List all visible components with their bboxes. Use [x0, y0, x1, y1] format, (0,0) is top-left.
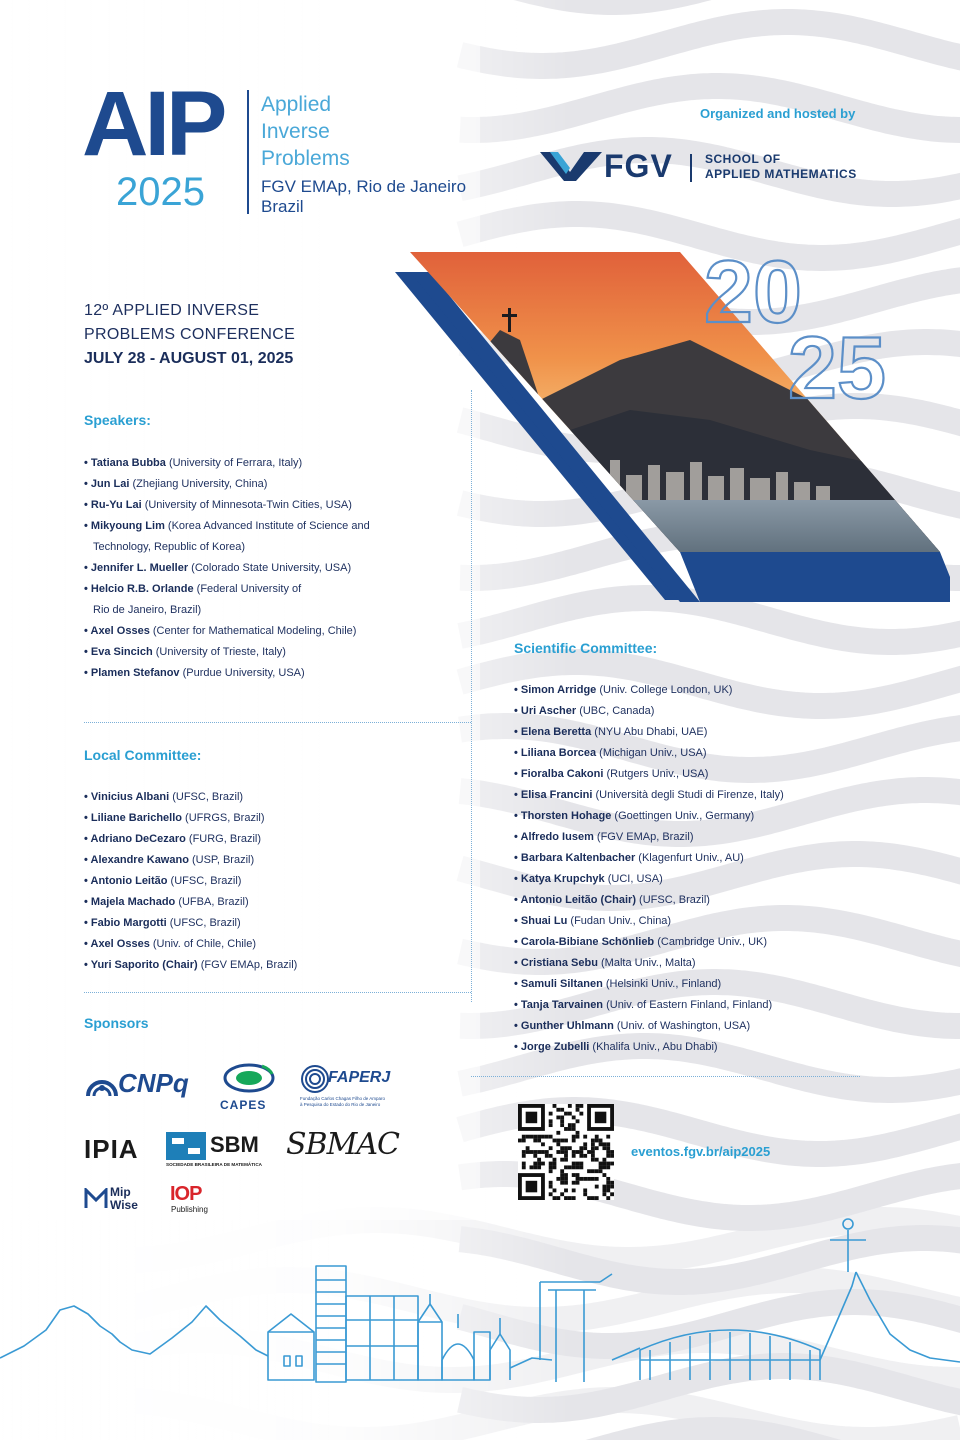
- list-item: [514, 995, 784, 1016]
- person-affiliation: (Goettingen Univ., Germany): [611, 810, 755, 822]
- sbm-subtitle: SOCIEDADE BRASILEIRA DE MATEMÁTICA: [166, 1162, 262, 1167]
- list-item: [84, 913, 297, 934]
- logo-line-problems: Problems: [261, 147, 350, 170]
- logo-acronym: AIP: [82, 73, 224, 175]
- list-item: [514, 869, 784, 890]
- speakers-list: [84, 453, 370, 684]
- person-name: • Adriano DeCezaro: [84, 833, 186, 845]
- person-name: • Yuri Saporito (Chair): [84, 959, 198, 971]
- list-item: [514, 953, 784, 974]
- list-item: [514, 932, 784, 953]
- cnpq-emblem-icon: [84, 1066, 120, 1100]
- list-item: [514, 1016, 784, 1037]
- person-name: • Axel Osses: [84, 938, 150, 950]
- fgv-school-line1: SCHOOL OF: [705, 152, 781, 166]
- person-name: • Uri Ascher: [514, 705, 577, 717]
- conference-dates: JULY 28 - AUGUST 01, 2025: [84, 350, 294, 367]
- sbmac-logo: SBMAC: [286, 1127, 399, 1162]
- fgv-school-line2: APPLIED MATHEMATICS: [705, 167, 857, 181]
- list-item: [84, 808, 297, 829]
- person-affiliation: (Helsinki Univ., Finland): [602, 978, 722, 990]
- person-affiliation: (University of Ferrara, Italy): [165, 457, 303, 469]
- person-affiliation: (Purdue University, USA): [179, 667, 305, 679]
- capes-logo: [216, 1060, 280, 1114]
- person-affiliation: (Center for Mathematical Modeling, Chile): [149, 625, 357, 637]
- separator-speakers-local: [84, 722, 471, 723]
- person-affiliation: (UFBA, Brazil): [175, 896, 249, 908]
- list-item: [514, 743, 784, 764]
- person-name: • Tatiana Bubba: [84, 457, 166, 469]
- person-affiliation: (Korea Advanced Institute of Science and: [164, 520, 370, 532]
- person-affiliation: (FURG, Brazil): [185, 833, 262, 845]
- person-affiliation: (Univ. of Washington, USA): [613, 1020, 751, 1032]
- person-name: • Katya Krupchyk: [514, 873, 605, 885]
- local-committee-heading: Local Committee:: [84, 747, 202, 763]
- list-item: [514, 806, 784, 827]
- rio-skyline-illustration: [0, 1210, 960, 1410]
- scientific-committee-list: [514, 680, 784, 1058]
- logo-location-country: Brazil: [261, 197, 304, 216]
- mipwise-wordmark-2: Wise: [110, 1198, 138, 1212]
- list-item: [84, 558, 370, 579]
- local-committee-list: [84, 787, 297, 976]
- speakers-heading: Speakers:: [84, 412, 151, 428]
- person-name: • Fioralba Cakoni: [514, 768, 604, 780]
- sbm-emblem-icon: [166, 1132, 206, 1160]
- list-item: [514, 1037, 784, 1058]
- list-item: [514, 827, 784, 848]
- big-year-outline: [700, 250, 940, 420]
- conference-title-line1: 12º APPLIED INVERSE: [84, 302, 260, 319]
- logo-line-inverse: Inverse: [261, 120, 330, 143]
- person-name: • Shuai Lu: [514, 915, 568, 927]
- organizer-label: Organized and hosted by: [700, 106, 856, 121]
- person-affiliation: (UFSC, Brazil): [169, 791, 244, 803]
- person-affiliation: (Fudan Univ., China): [567, 915, 672, 927]
- person-affiliation: (FGV EMAp, Brazil): [197, 959, 298, 971]
- person-affiliation: (University of Trieste, Italy): [152, 646, 286, 658]
- cnpq-wordmark: CNPq: [118, 1068, 189, 1098]
- person-affiliation: (Michigan Univ., USA): [596, 747, 707, 759]
- person-name: • Antonio Leitão (Chair): [514, 894, 636, 906]
- svg-text:25: 25: [788, 318, 886, 417]
- person-name: • Elena Beretta: [514, 726, 592, 738]
- mipwise-wordmark-1: Mip: [110, 1185, 131, 1199]
- person-affiliation: (Federal University of: [193, 583, 302, 595]
- person-name: • Carola-Bibiane Schönlieb: [514, 936, 655, 948]
- list-item: [84, 516, 370, 537]
- person-name: • Alexandre Kawano: [84, 854, 189, 866]
- list-item: [514, 680, 784, 701]
- person-name: • Liliane Barichello: [84, 812, 182, 824]
- person-affiliation: (UBC, Canada): [576, 705, 655, 717]
- logo-location-city: FGV EMAp, Rio de Janeiro: [261, 177, 467, 196]
- conference-title-line2: PROBLEMS CONFERENCE: [84, 326, 296, 343]
- person-affiliation: (University of Minnesota-Twin Cities, USA): [141, 499, 352, 511]
- list-item: [514, 974, 784, 995]
- iop-wordmark: IOP: [170, 1183, 202, 1205]
- list-item: [84, 474, 370, 495]
- list-item: [84, 892, 297, 913]
- person-affiliation: (Rutgers Univ., USA): [603, 768, 709, 780]
- list-item: [514, 701, 784, 722]
- person-affiliation: (UFSC, Brazil): [166, 917, 241, 929]
- faperj-wordmark: FAPERJ: [328, 1069, 391, 1086]
- person-name: • Fabio Margotti: [84, 917, 167, 929]
- person-name: • Antonio Leitão: [84, 875, 168, 887]
- logo-year: 2025: [116, 170, 205, 214]
- list-item: [514, 785, 784, 806]
- person-name: • Helcio R.B. Orlande: [84, 583, 194, 595]
- list-item: [514, 911, 784, 932]
- person-name: • Cristiana Sebu: [514, 957, 598, 969]
- list-item: [514, 722, 784, 743]
- list-item: [84, 829, 297, 850]
- cnpq-logo: [84, 1064, 196, 1104]
- list-item: [84, 642, 370, 663]
- faperj-subtitle-1: Fundação Carlos Chagas Filho de Amparo: [300, 1096, 386, 1101]
- qr-code[interactable]: [518, 1104, 614, 1200]
- person-name: • Mikyoung Lim: [84, 520, 165, 532]
- person-name: • Tanja Tarvainen: [514, 999, 604, 1011]
- sbm-logo: [166, 1132, 266, 1168]
- list-item: [84, 871, 297, 892]
- person-affiliation: (UCI, USA): [604, 873, 663, 885]
- person-affiliation: (Colorado State University, USA): [188, 562, 352, 574]
- sbm-wordmark: SBM: [210, 1132, 259, 1157]
- person-affiliation-continued: Rio de Janeiro, Brazil): [93, 604, 202, 616]
- person-affiliation: (USP, Brazil): [188, 854, 255, 866]
- mipwise-emblem-icon: [84, 1188, 108, 1210]
- list-item: [514, 848, 784, 869]
- person-name: • Simon Arridge: [514, 684, 597, 696]
- person-name: • Thorsten Hohage: [514, 810, 612, 822]
- list-item: [84, 621, 370, 642]
- svg-text:20: 20: [704, 250, 802, 341]
- person-name: • Vinicius Albani: [84, 791, 170, 803]
- faperj-emblem-icon: [300, 1064, 330, 1094]
- list-item: [514, 890, 784, 911]
- faperj-subtitle-2: à Pesquisa do Estado do Rio de Janeiro: [300, 1102, 381, 1107]
- person-name: • Majela Machado: [84, 896, 176, 908]
- ipia-logo: IPIA: [84, 1134, 139, 1164]
- list-item: [84, 850, 297, 871]
- person-affiliation: (FGV EMAp, Brazil): [593, 831, 694, 843]
- logo-divider: [247, 90, 249, 214]
- person-affiliation: (Univ. of Chile, Chile): [149, 938, 256, 950]
- logo-line-applied: Applied: [261, 93, 332, 116]
- faperj-logo: [300, 1064, 412, 1108]
- capes-emblem-icon: [222, 1060, 276, 1094]
- person-name: • Axel Osses: [84, 625, 150, 637]
- list-item: [84, 579, 370, 600]
- person-name: • Jorge Zubelli: [514, 1041, 590, 1053]
- fgv-logo-icon: [540, 150, 602, 182]
- list-item: [84, 787, 297, 808]
- person-name: • Elisa Francini: [514, 789, 593, 801]
- person-name: • Gunther Uhlmann: [514, 1020, 614, 1032]
- person-name: • Ru-Yu Lai: [84, 499, 142, 511]
- person-affiliation: (NYU Abu Dhabi, UAE): [591, 726, 708, 738]
- list-item: [84, 663, 370, 684]
- list-item-continuation: [84, 600, 370, 621]
- sponsors-heading: Sponsors: [84, 1015, 149, 1031]
- list-item: [84, 495, 370, 516]
- capes-wordmark: CAPES: [220, 1098, 267, 1112]
- person-name: • Liliana Borcea: [514, 747, 597, 759]
- scientific-committee-heading: Scientific Committee:: [514, 640, 658, 656]
- person-name: • Alfredo Iusem: [514, 831, 594, 843]
- list-item: [84, 955, 297, 976]
- person-affiliation: (UFSC, Brazil): [167, 875, 242, 887]
- list-item: [84, 934, 297, 955]
- person-name: • Jennifer L. Mueller: [84, 562, 189, 574]
- person-affiliation: (Cambridge Univ., UK): [654, 936, 768, 948]
- list-item-continuation: [84, 537, 370, 558]
- separator-scientific-qr: [471, 1076, 860, 1077]
- person-name: • Eva Sincich: [84, 646, 153, 658]
- person-name: • Samuli Siltanen: [514, 978, 603, 990]
- person-name: • Barbara Kaltenbacher: [514, 852, 636, 864]
- list-item: [514, 764, 784, 785]
- person-affiliation: (Università degli Studi di Firenze, Italy): [592, 789, 784, 801]
- column-divider: [471, 390, 472, 1002]
- person-affiliation: (UFRGS, Brazil): [182, 812, 265, 824]
- list-item: [84, 453, 370, 474]
- person-affiliation: (Univ. of Eastern Finland, Finland): [603, 999, 773, 1011]
- person-affiliation: (Zhejiang University, China): [129, 478, 268, 490]
- person-affiliation: (UFSC, Brazil): [636, 894, 710, 906]
- person-affiliation: (Univ. College London, UK): [596, 684, 733, 696]
- person-name: • Plamen Stefanov: [84, 667, 180, 679]
- person-affiliation: (Khalifa Univ., Abu Dhabi): [589, 1041, 718, 1053]
- person-affiliation: (Klagenfurt Univ., AU): [635, 852, 744, 864]
- person-name: • Jun Lai: [84, 478, 130, 490]
- fgv-divider: [690, 154, 692, 182]
- iop-subtitle: Publishing: [171, 1205, 208, 1214]
- event-url-link[interactable]: eventos.fgv.br/aip2025: [631, 1144, 771, 1159]
- separator-local-sponsors: [84, 992, 471, 993]
- person-affiliation: (Malta Univ., Malta): [597, 957, 696, 969]
- fgv-wordmark: FGV: [604, 148, 673, 184]
- person-affiliation-continued: Technology, Republic of Korea): [93, 541, 246, 553]
